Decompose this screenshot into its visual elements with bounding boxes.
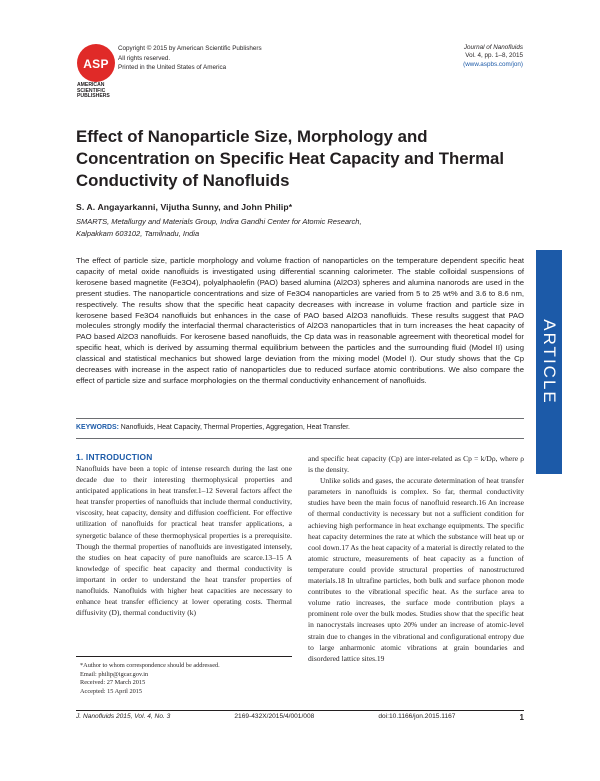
keywords-label: KEYWORDS: xyxy=(76,424,119,431)
logo-text: ASP xyxy=(83,57,109,71)
abstract: The effect of particle size, particle morphology and volume fraction of nanoparticles on the temperature dependent specific heat capacity of metal oxide nanofluids is investigated using differential scanning calorimeter. The stable colloidal suspensions of kerosene based magnetite (Fe3O4), polyalphaolefin (PAO) based alumina (Al2O3) spheres and alumina nanorods are used in the present studies. The nanoparticle concentrations and size of Fe3O4 nanoparticles are varied from 5 to 25 wt% and 3.6 to 8.6 nm, respectively. The results show that the specific heat capacity decreases with increase in volume fraction and particle size in kerosene based Fe3O4 nanofluids but enhances in the case of PAO based Al2O3 nanofluids. These results suggest that PAO molecules strongly modify the interfacial thermal characteristics of Al2O3 nanoparticles that in turn increases the heat capacity of PAO based Al2O3 nanofluids. For kerosene based nanofluids, the Cp data was in reasonable agreement with theoretical model for specific heat, which is derived by assuming thermal equilibrium between the particles and the surrounding fluid (Model II) using classical and statistical mechanics but showed large deviation from the mixing model (Model I). Our study shows that the Cp decreases with increase in the aspect ratio of nanoparticles due to reduced surface atomic contributions. We also compare the effect of particle size and surface morphologies on the thermal conductivity enhancement of nanofluids. xyxy=(76,256,524,385)
journal-info xyxy=(463,44,523,69)
divider xyxy=(76,418,524,419)
keywords xyxy=(76,424,524,431)
journal-name: Journal of Nanofluids xyxy=(463,44,523,51)
affiliation-line: SMARTS, Metallurgy and Materials Group, Indira Gandhi Center for Atomic Research, xyxy=(76,217,362,226)
footnote-line: Accepted: 15 April 2015 xyxy=(80,687,143,695)
publisher-line: AMERICAN xyxy=(77,82,105,88)
footnote-divider xyxy=(76,656,292,657)
publisher-line: PUBLISHERS xyxy=(77,93,110,100)
right-column-paragraph: Unlike solids and gases, the accurate determination of heat transfer parameters in nanofluids is complex. So far, thermal conductivity studies have been the main focus of nanofluid research.16 An increase of thermal conductivity is necessary but not a sufficient condition for achieving high performance in heat exchange equipments. The specific heat capacity determines the rate at which the substance will heat up or cool down.17 As the heat capacity of a material is directly related to the atomic structure, measurements of heat capacity as a function of temperature could provide structural properties of nanostructured materials.18 In ultrafine particles, both bulk and surface phonon mode contributes to the vibrational specific heat. As the surface area to volume ratio increases, the surface mode contribution plays a prominent role over the bulk modes. Studies show that the specific heat in nanocrystals increases upto 20% under an increase of atomic-level strain due to changes in the vibrational and configurational entropy due to large anharmonic atomic vibrations at grain boundaries and disordered lattice sites.19 xyxy=(308,476,524,663)
footnote-line: Email: philip@igcar.gov.in xyxy=(80,670,149,678)
article-tab-text: ARTICLE xyxy=(540,319,559,405)
copyright-notice xyxy=(118,44,262,73)
publisher-line: SCIENTIFIC xyxy=(77,87,106,94)
footnote xyxy=(80,662,220,696)
copyright-line: Copyright © 2015 by American Scientific Publishers xyxy=(118,45,262,52)
footer-doi: doi:10.1166/jon.2015.1167 xyxy=(378,713,456,720)
left-column-text: Nanofluids have been a topic of intense research during the last one decade due to their interesting thermophysical properties and anticipated applications in heat transfer.1–12 Several factors affect the heat transfer properties of nanofluids that include thermal conductivity, viscosity, heat capacity, density and diffusion coefficient. For effective utilization of nanofluids for practical heat transfer applications, a synergetic balance of these thermophysical properties is a prerequisite. Though the thermal properties of nanofluids are investigated intensely, the studies on heat capacity of pure nanofluids are scarce.13–15 A knowledge of specific heat capacity and thermal conductivity is important in order to understand the heat transfer properties of nanofluids. Nanofluids with higher heat capacities are necessary to enhance heat transfer efficiency at lower operating costs. Thermal diffusivity (D), thermal conductivity (k) xyxy=(76,464,292,618)
divider xyxy=(76,438,524,439)
copyright-line: All rights reserved. xyxy=(118,54,171,62)
page-number: 1 xyxy=(519,713,524,722)
footer-divider xyxy=(76,710,524,711)
right-column xyxy=(308,453,524,664)
copyright-line: Printed in the United States of America xyxy=(118,64,227,72)
footer-issn: 2169-432X/2015/4/001/008 xyxy=(234,713,315,720)
footnote-line: *Author to whom correspondence should be addressed. xyxy=(80,662,220,669)
footer-citation: J. Nanofluids 2015, Vol. 4, No. 3 xyxy=(76,713,171,720)
journal-volume: Vol. 4, pp. 1–8, 2015 xyxy=(465,52,523,60)
affiliation-line: Kalpakkam 603102, Tamilnadu, India xyxy=(76,228,200,238)
footnote-line: Received: 27 March 2015 xyxy=(80,679,146,686)
author-list: S. A. Angayarkanni, Vijutha Sunny, and John Philip* xyxy=(76,202,293,212)
right-column-paragraph: and specific heat capacity (Cp) are inter-related as Cp = k/Dρ, where ρ is the density. xyxy=(308,454,524,475)
publisher-name xyxy=(77,83,117,100)
page-footer xyxy=(76,713,524,722)
paper-title: Effect of Nanoparticle Size, Morphology and Concentration on Specific Heat Capacity and Thermal Conductivity of Nanofluids xyxy=(76,127,505,190)
section-heading: 1. INTRODUCTION xyxy=(76,452,153,462)
journal-url-link[interactable]: (www.aspbs.com/jon) xyxy=(463,60,523,68)
affiliation xyxy=(76,216,362,239)
keywords-list: Nanofluids, Heat Capacity, Thermal Properties, Aggregation, Heat Transfer. xyxy=(120,424,350,431)
article-tab-label xyxy=(536,250,562,474)
